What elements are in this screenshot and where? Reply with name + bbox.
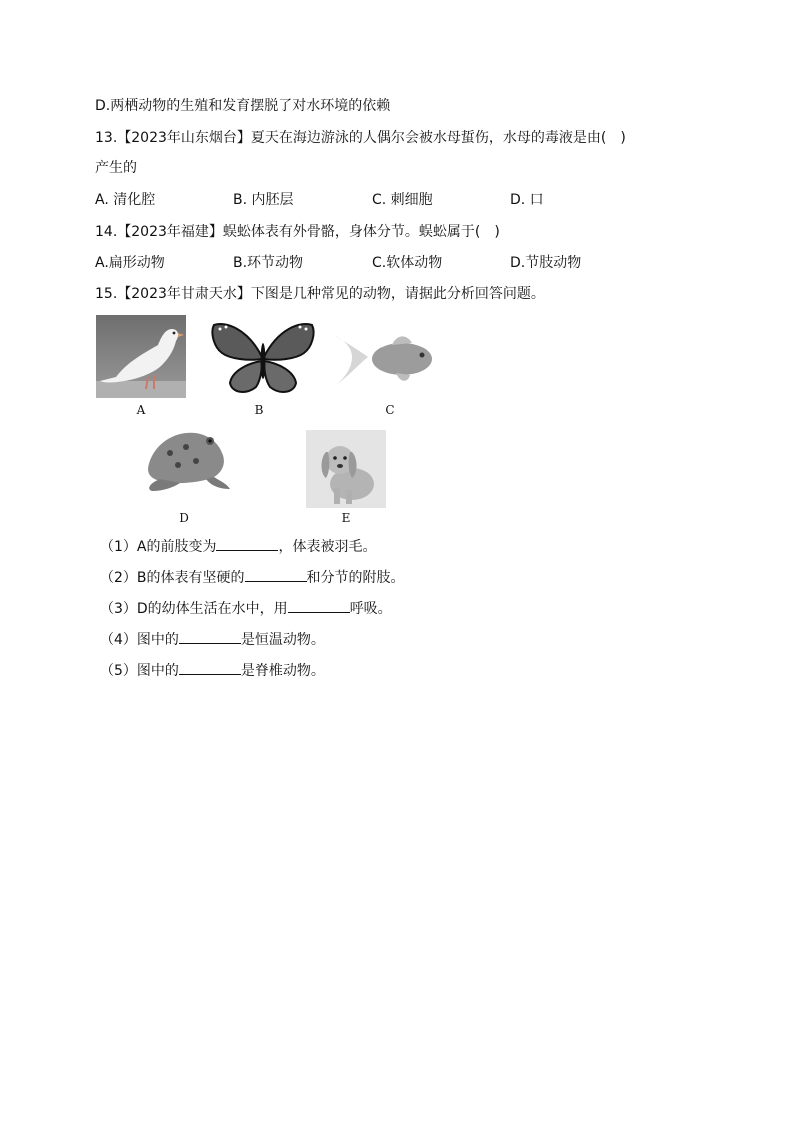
answer-blank-2[interactable] bbox=[245, 567, 307, 582]
q13-stem: 13.【2023年山东烟台】夏天在海边游泳的人偶尔会被水母蜇伤，水母的毒液是由( ) bbox=[95, 130, 626, 146]
caption-a: A bbox=[136, 403, 146, 417]
butterfly-image bbox=[208, 319, 318, 399]
q15-sub-5-pre: （5）图中的 bbox=[100, 663, 179, 679]
caption-d: D bbox=[179, 511, 189, 525]
q14-option-a[interactable]: A.扁形动物 bbox=[95, 255, 165, 271]
q15-sub-4 bbox=[100, 629, 325, 650]
q15-sub-4-post: 是恒温动物。 bbox=[240, 632, 325, 648]
q15-sub-3 bbox=[100, 598, 392, 619]
answer-blank-5[interactable] bbox=[179, 660, 241, 675]
q14-option-c[interactable]: C.软体动物 bbox=[372, 255, 443, 271]
pigeon-image bbox=[96, 315, 186, 398]
q15-sub-4-pre: （4）图中的 bbox=[100, 632, 179, 648]
prev-option-d: D.两栖动物的生殖和发育摆脱了对水环境的依赖 bbox=[95, 98, 391, 114]
q14-option-b[interactable]: B.环节动物 bbox=[233, 255, 304, 271]
q15-sub-1-pre: （1）A的前肢变为 bbox=[100, 539, 217, 555]
q15-sub-3-pre: （3）D的幼体生活在水中，用 bbox=[100, 601, 288, 617]
q14-option-d[interactable]: D.节肢动物 bbox=[510, 255, 582, 271]
q15-sub-5 bbox=[100, 660, 325, 681]
answer-blank-4[interactable] bbox=[179, 629, 241, 644]
puppy-image bbox=[306, 430, 386, 508]
q15-sub-2-pre: （2）B的体表有坚硬的 bbox=[100, 570, 245, 586]
q15-sub-2-post: 和分节的附肢。 bbox=[306, 570, 405, 586]
caption-c: C bbox=[385, 403, 395, 417]
answer-blank-3[interactable] bbox=[288, 598, 350, 613]
q14-stem: 14.【2023年福建】蜈蚣体表有外骨骼，身体分节。蜈蚣属于( ) bbox=[95, 224, 500, 240]
q13-option-d[interactable]: D. 口 bbox=[510, 192, 544, 208]
caption-b: B bbox=[254, 403, 264, 417]
goldfish-image bbox=[330, 325, 436, 391]
q15-sub-2 bbox=[100, 567, 405, 588]
q15-sub-5-post: 是脊椎动物。 bbox=[240, 663, 325, 679]
q13-option-b[interactable]: B. 内胚层 bbox=[233, 192, 294, 208]
q13-stem-cont: 产生的 bbox=[95, 160, 137, 176]
q13-option-a[interactable]: A. 清化腔 bbox=[95, 192, 156, 208]
q15-sub-1-post: ，体表被羽毛。 bbox=[278, 539, 377, 555]
answer-blank-1[interactable] bbox=[216, 536, 278, 551]
q15-sub-1 bbox=[100, 536, 376, 557]
q15-sub-3-post: 呼吸。 bbox=[349, 601, 392, 617]
q13-option-c[interactable]: C. 刺细胞 bbox=[372, 192, 433, 208]
caption-e: E bbox=[341, 511, 351, 525]
q15-stem: 15.【2023年甘肃天水】下图是几种常见的动物，请据此分析回答问题。 bbox=[95, 286, 545, 302]
frog-image bbox=[140, 423, 234, 495]
